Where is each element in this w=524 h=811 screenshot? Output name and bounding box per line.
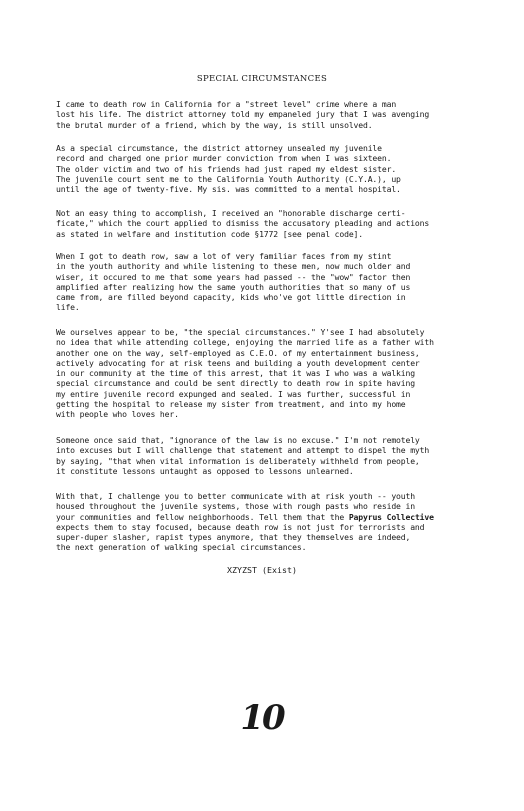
paragraph-7-text-start: With that, I challenge you to better communicate with at risk youth -- youth housed throughout the juvenile systems, those with rough pasts who reside in your communities and fellow neighborhoods. Tell them that the (56, 491, 415, 522)
paragraph-6: Someone once said that, "ignorance of the law is no excuse." I'm not remotely into excuses but I will challenge that statement and attempt to dispel the myth by saying, "that when vital information is deliberately withheld from people, it constitute lessons untaught as opposed to lessons unlearned. (56, 435, 430, 476)
paragraph-7 (56, 491, 496, 553)
paragraph-3: Not an easy thing to accomplish, I received an "honorable discharge certi- ficate," which the court applied to dismiss the accusatory pleading and actions as stated in welfare and institution code §1772 [see penal code]. (56, 208, 430, 239)
paragraph-7-text-end: expects them to stay focused, because death row is not just for terrorists and super-duper slasher, rapist types anymore, that they themselves are indeed, the next generation of walking special circumstances. (56, 521, 425, 553)
papyrus-collective-name: Papyrus Collective (348, 511, 434, 522)
page-number: 10 (240, 698, 284, 738)
paragraph-2: As a special circumstance, the district attorney unsealed my juvenile record and charged one prior murder conviction from when I was sixteen. The older victim and two of his friends had just raped my eldest sister. The juvenile court sent me to the California Youth Authority (C.Y.A.), up until the age of twenty-five. My sis. was committed to a mental hospital. (56, 143, 401, 195)
paragraph-5: We ourselves appear to be, "the special circumstances." Y'see I had absolutely no idea that while attending college, enjoying the married life as a father with another one on the way, self-employed as C.E.O. of my entertainment business, actively advocating for at risk teens and building a youth development center in our community at the time of this arrest, that it was I who was a walking special circumstance and could be sent directly to death row in spite having my entire juvenile record expunged and sealed. I was further, successful in getting the hospital to release my sister from treatment, and into my home with people who loves her. (56, 327, 434, 420)
paragraph-4: When I got to death row, saw a lot of very familiar faces from my stint in the youth authority and while listening to these men, now much older and wiser, it occured to me that some years had passed -- the "wow" factor then amplified after realizing how the same youth authorities that so many of us came from, are filled beyond capacity, kids who've got little direction in life. (56, 251, 411, 313)
paragraph-1: I came to death row in California for a "street level" crime where a man lost his life. The district attorney told my empaneled jury that I was avenging the brutal murder of a friend, which by the way, is still unsolved. (56, 99, 430, 130)
author-signature: XZYZST (Exist) (227, 565, 297, 575)
document-title: SPECIAL CIRCUMSTANCES (196, 74, 328, 84)
